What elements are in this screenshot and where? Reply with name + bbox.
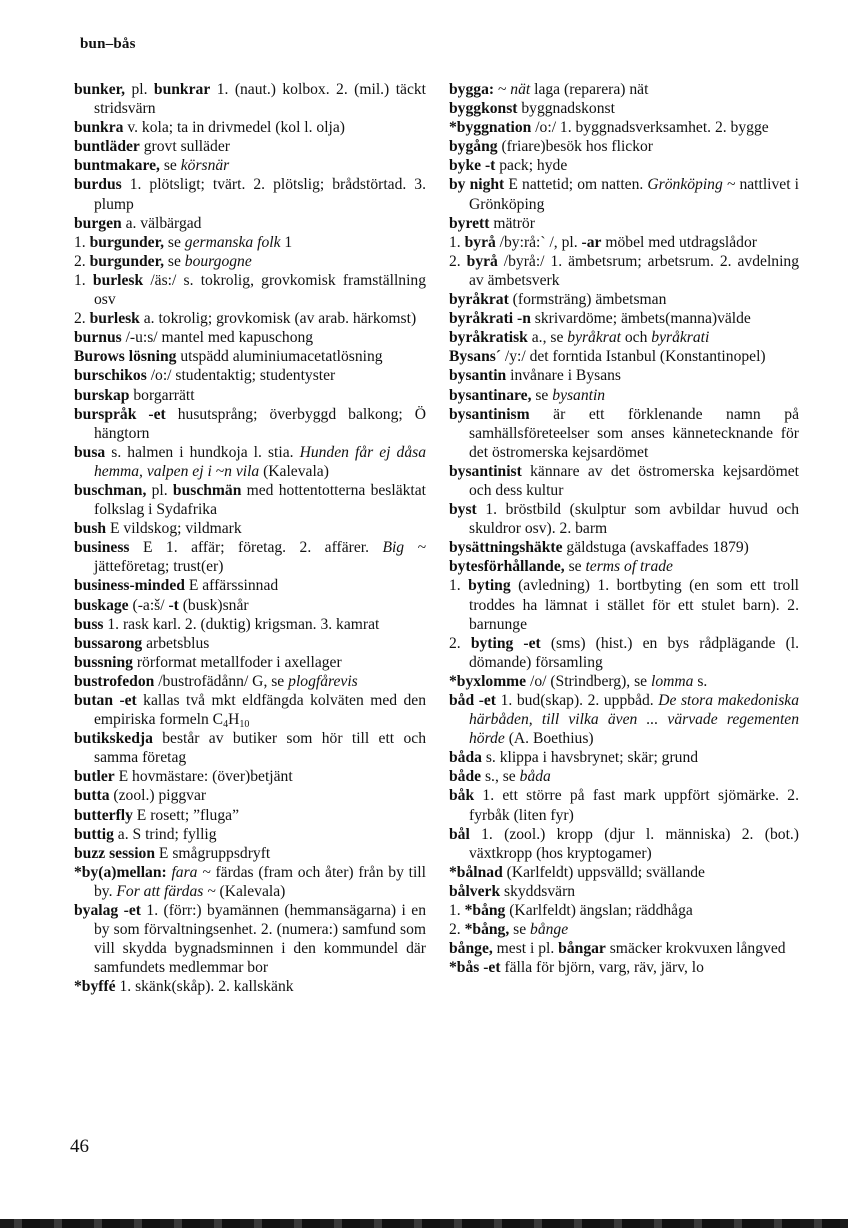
dictionary-entry <box>449 290 799 309</box>
entry-text: 1. plötsligt; tvärt. 2. plötslig; brådstörtad. 3. plump <box>94 176 426 213</box>
entry-text: /byrå:/ 1. ämbetsrum; arbetsrum. 2. avdelning av ämbetsverk <box>469 252 800 289</box>
entry-text: E vildskog; vildmark <box>106 520 242 538</box>
dictionary-entry <box>449 99 799 118</box>
entry-text: husutsprång; överbyggd balkong; Ö hängtorn <box>94 405 426 442</box>
dictionary-entry <box>74 481 426 519</box>
headword: bustrofedon <box>74 672 155 690</box>
headword: byting <box>468 577 511 595</box>
entry-text: E hovmästare: (över)betjänt <box>114 768 293 786</box>
entry-text: 1. <box>449 902 465 920</box>
dictionary-entry <box>74 405 426 443</box>
headword: burgunder, <box>89 252 164 270</box>
entry-text: 1. <box>449 233 465 251</box>
entry-text: mest i pl. <box>492 940 559 958</box>
entry-text: (Kalevala) <box>259 462 329 480</box>
entry-text: 1. rask karl. 2. (duktig) krigsman. 3. kamrat <box>103 615 380 633</box>
italic-text: byråkrati <box>651 329 710 347</box>
headword: bunkra <box>74 119 124 137</box>
headword: burlesk <box>89 310 140 328</box>
entry-text: 1. (förr:) byamännen (hemmansägarna) i en by som förvaltningsenhet. 2. (numera:) samfund som vill skydda bygnadsminnen i den kommundel där samfundets medlemmar bor <box>94 902 427 977</box>
dictionary-entry <box>74 252 426 271</box>
dictionary-entry <box>74 328 426 347</box>
headword: buzz session <box>74 844 156 862</box>
dictionary-entry <box>74 653 426 672</box>
headword: bunkrar <box>153 81 211 98</box>
entry-text: 2. <box>449 634 471 652</box>
italic-text: bysantin <box>552 386 606 404</box>
entry-text: 1. <box>74 233 90 251</box>
headword: både <box>449 768 482 786</box>
entry-text: s. <box>693 672 708 690</box>
entry-text: se <box>509 921 531 939</box>
entry-text: 2. <box>449 252 467 270</box>
dictionary-entry <box>74 80 426 118</box>
left-column <box>74 80 426 997</box>
dictionary-entry <box>74 443 426 481</box>
headword: burnus <box>74 329 122 347</box>
headword: business <box>74 539 130 557</box>
dictionary-entry <box>449 80 799 99</box>
headword: bysantinare, <box>449 386 532 404</box>
entry-text: (zool.) piggvar <box>109 787 207 805</box>
entry-text: pack; hyde <box>495 157 568 175</box>
entry-text: a. tokrolig; grovkomisk (av arab. härkomst) <box>139 310 417 328</box>
dictionary-entry <box>74 538 426 576</box>
italic-text: fara ~ <box>171 863 211 881</box>
dictionary-entry <box>449 825 799 863</box>
headword: Burows lösning <box>74 348 177 366</box>
headword: bysantinist <box>449 462 522 480</box>
headword: *bålnad <box>449 863 503 881</box>
italic-text: båda <box>519 768 551 786</box>
italic-text: Big ~ <box>382 539 426 557</box>
entry-text: /-u:s/ mantel med kapuschong <box>121 329 314 347</box>
dictionary-entry <box>74 519 426 538</box>
italic-text: De stora makedoniska härbåden, till vilka även ... värvade regementen hörde <box>469 692 799 748</box>
headword: -t <box>168 596 179 614</box>
entry-text: grovt sulläder <box>139 138 230 156</box>
dictionary-entry <box>449 175 799 213</box>
entry-text: utspädd aluminiumacetatlösning <box>176 348 383 366</box>
headword: byrå <box>466 252 498 270</box>
entry-text: skrivardöme; ämbets(manna)välde <box>530 310 751 328</box>
headword: byst <box>449 501 477 519</box>
dictionary-entry <box>449 672 799 691</box>
headword: bush <box>74 520 107 538</box>
subscript: 4 <box>223 719 229 731</box>
entry-text: se <box>531 386 553 404</box>
headword: Bysans´ <box>449 348 501 366</box>
scan-edge-border <box>0 1219 848 1228</box>
entry-text: 1. skänk(skåp). 2. kallskänk <box>115 978 294 996</box>
dictionary-entry <box>74 863 426 901</box>
entry-text: s. halmen i hundkoja l. stia. <box>105 443 300 461</box>
entry-text: (formsträng) ämbetsman <box>508 291 667 309</box>
dictionary-entry <box>74 309 426 328</box>
entry-text: (Kalevala) <box>215 882 286 900</box>
dictionary-entry <box>449 386 799 405</box>
dictionary-entry <box>74 901 426 977</box>
headword: byrå <box>464 233 496 251</box>
italic-text: plogfårevis <box>288 672 358 690</box>
page-number: 46 <box>70 1136 89 1157</box>
headword: buttig <box>74 825 114 843</box>
dictionary-entry <box>74 825 426 844</box>
entry-text: och <box>620 329 652 347</box>
dictionary-entry <box>74 156 426 175</box>
headword: burgen <box>74 214 122 232</box>
dictionary-entry <box>74 786 426 805</box>
dictionary-entry <box>74 347 426 366</box>
entry-text: E nattetid; om natten. <box>504 176 648 194</box>
entry-text: 1 <box>280 233 293 251</box>
headword: butler <box>74 768 115 786</box>
entry-text: /bustrofädånn/ G, se <box>154 672 289 690</box>
entry-text: 2. <box>74 252 90 270</box>
dictionary-entry <box>74 844 426 863</box>
headword: burgunder, <box>89 233 164 251</box>
dictionary-entry <box>74 271 426 309</box>
entry-text: fälla för björn, varg, räv, järv, lo <box>500 959 704 977</box>
entry-text: 1. <box>449 577 469 595</box>
headword: burlesk <box>92 271 144 289</box>
entry-text: (sms) (hist.) en bys rådplägande (l. dömande) församling <box>469 634 799 671</box>
entry-text: färdas (fram och åter) från by till by. <box>94 863 426 900</box>
dictionary-entry <box>449 863 799 882</box>
entry-text: 1. (zool.) kropp (djur l. människa) 2. (bot.) växtkropp (hos kryptogamer) <box>469 825 799 862</box>
headword: båk <box>449 787 475 805</box>
entry-text: H <box>228 711 240 729</box>
entry-text: se <box>564 558 586 576</box>
entry-text: möbel med utdragslådor <box>601 233 757 251</box>
dictionary-entry <box>449 748 799 767</box>
entry-text: (Karlfeldt) uppsvälld; svällande <box>502 863 705 881</box>
entry-text: borgarrätt <box>129 386 195 404</box>
headword: buschman, <box>74 481 147 499</box>
entry-text: kännare av det östromerska kejsardömet och dess kultur <box>469 462 799 499</box>
entry-text: se <box>163 233 185 251</box>
entry-text: 1. bud(skap). 2. uppbåd. <box>496 692 659 709</box>
entry-text: (avledning) 1. bortbyting (en som ett troll troddes ha lämnat i stället för ett stulet barn). 2. barnunge <box>469 577 799 633</box>
headword: bysantinism <box>449 405 530 423</box>
entry-text: pl. <box>146 481 173 499</box>
dictionary-entry <box>74 729 426 767</box>
italic-text: lomma <box>650 672 694 690</box>
dictionary-entry <box>449 557 799 576</box>
dictionary-entry <box>449 309 799 328</box>
entry-text: (-a:š/ <box>128 596 169 614</box>
dictionary-entry <box>449 347 799 366</box>
entry-text: /äs:/ s. tokrolig, grovkomisk framställning osv <box>94 271 427 309</box>
italic-text: germanska folk <box>184 233 281 251</box>
headword: buschmän <box>172 481 242 499</box>
dictionary-entry <box>74 175 426 213</box>
dictionary-entry <box>449 958 799 977</box>
headword: butta <box>74 787 110 805</box>
headword: bygga: <box>449 81 495 98</box>
entry-text: smäcker krokvuxen långved <box>605 940 786 958</box>
headword: byke -t <box>449 157 496 175</box>
dictionary-entry <box>449 691 799 748</box>
entry-text: s. klippa i havsbrynet; skär; grund <box>481 749 699 767</box>
headword: *bång, <box>464 921 510 939</box>
dictionary-entry <box>74 386 426 405</box>
headword: burdus <box>74 176 122 194</box>
headword: bål <box>449 825 470 843</box>
entry-text: gäldstuga (avskaffades 1879) <box>562 539 749 557</box>
entry-text: s., se <box>481 768 520 786</box>
entry-text: invånare i Bysans <box>506 367 621 385</box>
headword: bånge, <box>449 940 493 958</box>
entry-text: är ett förklenande namn på samhällsföreteelser som anses kännetecknande för det östromerska kejsardömet <box>469 405 799 461</box>
dictionary-entry <box>74 576 426 595</box>
headword: butikskedja <box>74 730 153 748</box>
dictionary-entry <box>449 252 799 290</box>
dictionary-entry <box>74 767 426 786</box>
headword: byråkratisk <box>449 329 528 347</box>
headword: bunker, <box>74 81 125 98</box>
dictionary-entry <box>74 137 426 156</box>
dictionary-entry <box>74 214 426 233</box>
dictionary-entry <box>449 156 799 175</box>
dictionary-entry <box>449 500 799 538</box>
italic-text: Hunden får ej dåsa hemma, valpen ej i ~n vila <box>94 443 426 480</box>
entry-text: se <box>163 252 185 270</box>
headword: busa <box>74 443 106 461</box>
headword: burspråk -et <box>74 405 166 423</box>
italic-text: bånge <box>530 921 569 939</box>
subscript: 10 <box>239 719 250 731</box>
dictionary-entry <box>74 233 426 252</box>
dictionary-entry <box>449 462 799 500</box>
entry-text: laga (reparera) nät <box>530 81 649 98</box>
entry-text: ~ <box>494 81 511 98</box>
entry-text: kallas två mkt eldfängda kolväten med den empiriska formeln C <box>94 692 426 729</box>
headword: *byggnation <box>449 119 532 137</box>
entry-text: E rosett; ”fluga” <box>132 806 239 824</box>
italic-text: For att färdas ~ <box>116 882 216 900</box>
entry-text: /o/ (Strindberg), se <box>526 672 651 690</box>
headword: byting -et <box>470 634 541 652</box>
dictionary-entry <box>74 366 426 385</box>
headword: bålverk <box>449 882 501 900</box>
headword: *bång <box>464 902 506 920</box>
entry-text: (busk)snår <box>178 596 249 614</box>
running-head: bun–bås <box>80 36 136 52</box>
headword: by night <box>449 176 505 194</box>
dictionary-entry <box>449 214 799 233</box>
dictionary-entry <box>449 939 799 958</box>
right-column <box>449 80 799 977</box>
headword: business-minded <box>74 577 185 595</box>
entry-text: /o:/ 1. byggnadsverksamhet. 2. bygge <box>531 119 769 137</box>
entry-text: jätteföretag; trust(er) <box>94 558 224 576</box>
dictionary-entry <box>74 977 426 996</box>
headword: bysättningshäkte <box>449 539 563 557</box>
entry-text: 1. ett större på fast mark uppfört sjömärke. 2. fyrbåk (liten fyr) <box>469 787 799 824</box>
entry-text: a. S trind; fyllig <box>113 825 217 843</box>
dictionary-entry <box>74 634 426 653</box>
headword: byrett <box>449 214 490 232</box>
headword: byggkonst <box>449 100 518 118</box>
headword: burschikos <box>74 367 147 385</box>
entry-text: 1. <box>74 271 93 289</box>
entry-text: 1. (naut.) kolbox. 2. (mil.) täckt stridsvärn <box>94 81 426 118</box>
dictionary-entry <box>449 786 799 824</box>
dictionary-entry <box>449 137 799 156</box>
dictionary-entry <box>449 882 799 901</box>
entry-text: 1. bröstbild (skulptur som avbildar huvud och skuldror osv). 2. barm <box>469 501 799 538</box>
dictionary-entry <box>449 920 799 939</box>
entry-text: v. kola; ta in drivmedel (kol l. olja) <box>123 119 346 137</box>
headword: *byxlomme <box>449 672 527 690</box>
headword: butan -et <box>74 692 137 709</box>
headword: bytesförhållande, <box>449 558 565 576</box>
headword: bussarong <box>74 634 143 652</box>
entry-text: se <box>159 157 181 175</box>
entry-text: /by:rå:ˋ /, pl. <box>495 233 582 251</box>
italic-text: körsnär <box>180 157 230 175</box>
headword: byråkrati -n <box>449 310 531 328</box>
entry-text: skyddsvärn <box>500 882 576 900</box>
headword: bysantin <box>449 367 507 385</box>
dictionary-entry <box>74 672 426 691</box>
entry-text: /o:/ studentaktig; studentyster <box>146 367 336 385</box>
dictionary-entry <box>449 538 799 557</box>
entry-text: (A. Boethius) <box>504 730 594 748</box>
entry-text: består av butiker som hör till ett och samma företag <box>94 730 426 767</box>
entry-text: arbetsblus <box>142 634 210 652</box>
dictionary-entry <box>74 596 426 615</box>
headword: *by(a)mellan: <box>74 863 167 881</box>
entry-text: byggnadskonst <box>517 100 615 118</box>
dictionary-entry <box>449 767 799 786</box>
headword: -ar <box>581 233 602 251</box>
headword: buntmakare, <box>74 157 160 175</box>
headword: byråkrat <box>449 291 509 309</box>
entry-text: (friare)besök hos flickor <box>497 138 653 156</box>
entry-text: rörformat metallfoder i axellager <box>132 653 342 671</box>
italic-text: nät <box>510 81 531 98</box>
headword: buskage <box>74 596 129 614</box>
dictionary-entry <box>74 806 426 825</box>
italic-text: Grönköping ~ <box>647 176 736 194</box>
italic-text: byråkrat <box>567 329 621 347</box>
dictionary-entry <box>449 634 799 672</box>
headword: bångar <box>558 940 606 958</box>
entry-text: 2. <box>74 310 90 328</box>
entry-text: 2. <box>449 921 465 939</box>
entry-text: E affärssinnad <box>184 577 279 595</box>
headword: buntläder <box>74 138 140 156</box>
dictionary-entry <box>449 118 799 137</box>
dictionary-entry <box>74 615 426 634</box>
headword: burskap <box>74 386 130 404</box>
headword: *bås -et <box>449 959 501 977</box>
entry-text: /y:/ det forntida Istanbul (Konstantinopel) <box>501 348 766 366</box>
entry-text: pl. <box>125 81 154 98</box>
headword: *byffé <box>74 978 116 996</box>
entry-text: (Karlfeldt) ängslan; räddhåga <box>505 902 693 920</box>
entry-text: E smågruppsdryft <box>155 844 271 862</box>
dictionary-entry <box>449 576 799 633</box>
headword: båda <box>449 749 482 767</box>
entry-text: mätrör <box>489 214 535 232</box>
entry-text: med hottentotterna besläktat folkslag i Sydafrika <box>94 481 426 519</box>
entry-text: E 1. affär; företag. 2. affärer. <box>129 539 383 557</box>
dictionary-entry <box>449 901 799 920</box>
dictionary-entry <box>449 233 799 252</box>
dictionary-entry <box>74 691 426 729</box>
headword: bygång <box>449 138 498 156</box>
entry-text: a. välbärgad <box>121 214 202 232</box>
dictionary-entry <box>449 405 799 462</box>
headword: byalag -et <box>74 902 141 920</box>
dictionary-entry <box>74 118 426 137</box>
headword: båd -et <box>449 692 497 709</box>
dictionary-entry <box>449 328 799 347</box>
headword: buss <box>74 615 104 633</box>
headword: butterfly <box>74 806 133 824</box>
headword: bussning <box>74 653 133 671</box>
italic-text: terms of trade <box>585 558 673 576</box>
entry-text: a., se <box>527 329 568 347</box>
entry-text: nattlivet i Grönköping <box>469 176 799 213</box>
dictionary-entry <box>449 366 799 385</box>
italic-text: bourgogne <box>184 252 252 270</box>
